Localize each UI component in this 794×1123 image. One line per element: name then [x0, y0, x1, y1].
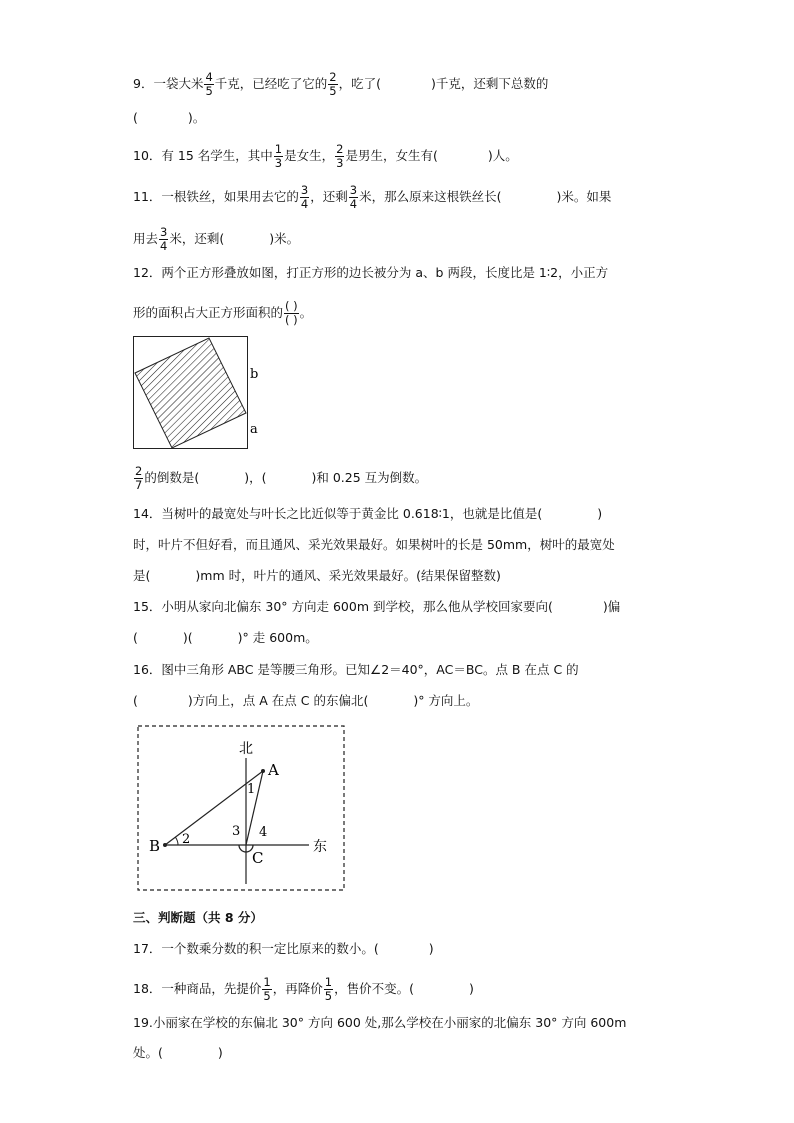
question-17: 17．一个数乘分数的积一定比原来的数小。( ): [133, 941, 434, 956]
angle-3-label: 3: [232, 824, 241, 839]
fraction: $\frac{2}{3}$: [336, 142, 344, 170]
fraction: $\frac{1}{5}$: [263, 975, 271, 1003]
question-10: 10．有 15 名学生，其中 $\frac{1}{3}$ 是女生， $\frac{2}{3}$ 是男生，女生有( )人。: [133, 142, 518, 170]
question-13: $\frac{2}{7}$ 的倒数是( )，( )和 0.25 互为倒数。: [135, 464, 428, 492]
question-15: 15．小明从家向北偏东 30° 方向走 600m 到学校，那么他从学校回家要向( )偏: [133, 599, 621, 614]
fraction: $\frac{3}{4}$: [160, 225, 168, 253]
question-19-line2: 处。( ): [133, 1045, 223, 1060]
angle-2-arc: [175, 837, 178, 845]
point-A: [261, 769, 265, 773]
question-11-line2: 用去 $\frac{3}{4}$ 米，还剩( )米。: [133, 225, 300, 253]
question-14: 14．当树叶的最宽处与叶长之比近似等于黄金比 0.618∶1，也就是比值是( ): [133, 506, 603, 521]
question-14-line2: 时，叶片不但好看，而且通风、采光效果最好。如果树叶的长是 50mm，树叶的最宽处: [133, 537, 615, 552]
fraction-blank[interactable]: $\frac{( )}{( )}$: [285, 299, 298, 327]
question-19: 19.小丽家在学校的东偏北 30° 方向 600 处,那么学校在小丽家的北偏东 30° 方向 600m: [133, 1015, 627, 1030]
figure-compass-triangle: [135, 724, 347, 894]
question-16-line2: ( )方向上，点 A 在点 C 的东偏北( )° 方向上。: [133, 693, 479, 708]
section-heading: 三、判断题（共 8 分）: [133, 910, 263, 925]
question-11: 11．一根铁丝，如果用去它的 $\frac{3}{4}$ ，还剩 $\frac{3}{4}$ 米，那么原来这根铁丝长( )米。如果: [133, 183, 612, 211]
point-B: [163, 843, 167, 847]
label-a: a: [250, 422, 258, 437]
fraction: $\frac{1}{5}$: [324, 975, 333, 1003]
question-15-line2: ( )( )° 走 600m。: [133, 630, 318, 645]
label-C: C: [252, 849, 264, 867]
question-14-line3: 是( )mm 时，叶片的通风、采光效果最好。(结果保留整数): [133, 568, 501, 583]
question-12-line2: 形的面积占大正方形面积的 $\frac{( )}{( )}$ 。: [133, 299, 313, 327]
angle-2-label: 2: [182, 832, 191, 847]
label-A: A: [268, 761, 279, 779]
label-b: b: [250, 367, 259, 382]
question-12: 12．两个正方形叠放如图，打正方形的边长被分为 a、b 两段，长度比是 1∶2，小正方: [133, 265, 609, 280]
north-label: 北: [239, 741, 253, 757]
fraction: $\frac{3}{4}$: [349, 183, 358, 211]
question-18: 18．一种商品，先提价 $\frac{1}{5}$ ，再降价 $\frac{1}{5}$ ，售价不变。( ): [133, 975, 474, 1003]
east-label: 东: [313, 839, 327, 855]
fraction: $\frac{3}{4}$: [300, 183, 309, 211]
question-16: 16．图中三角形 ABC 是等腰三角形。已知∠2＝40°，AC＝BC。点 B 在点 C 的: [133, 662, 579, 677]
angle-1-label: 1: [247, 782, 256, 797]
question-9-line2: ( )。: [133, 110, 206, 125]
figure-nested-squares: [130, 333, 270, 455]
fraction: $\frac{4}{5}$: [205, 70, 213, 98]
question-9: 9．一袋大米 $\frac{4}{5}$ 千克，已经吃了它的 $\frac{2}{5}$ ，吃了( )千克，还剩下总数的: [133, 70, 549, 98]
fraction: $\frac{1}{3}$: [274, 142, 283, 170]
label-B: B: [149, 837, 161, 855]
fraction: $\frac{2}{5}$: [329, 70, 337, 98]
angle-4-label: 4: [259, 825, 268, 840]
fraction: $\frac{2}{7}$: [135, 464, 143, 492]
